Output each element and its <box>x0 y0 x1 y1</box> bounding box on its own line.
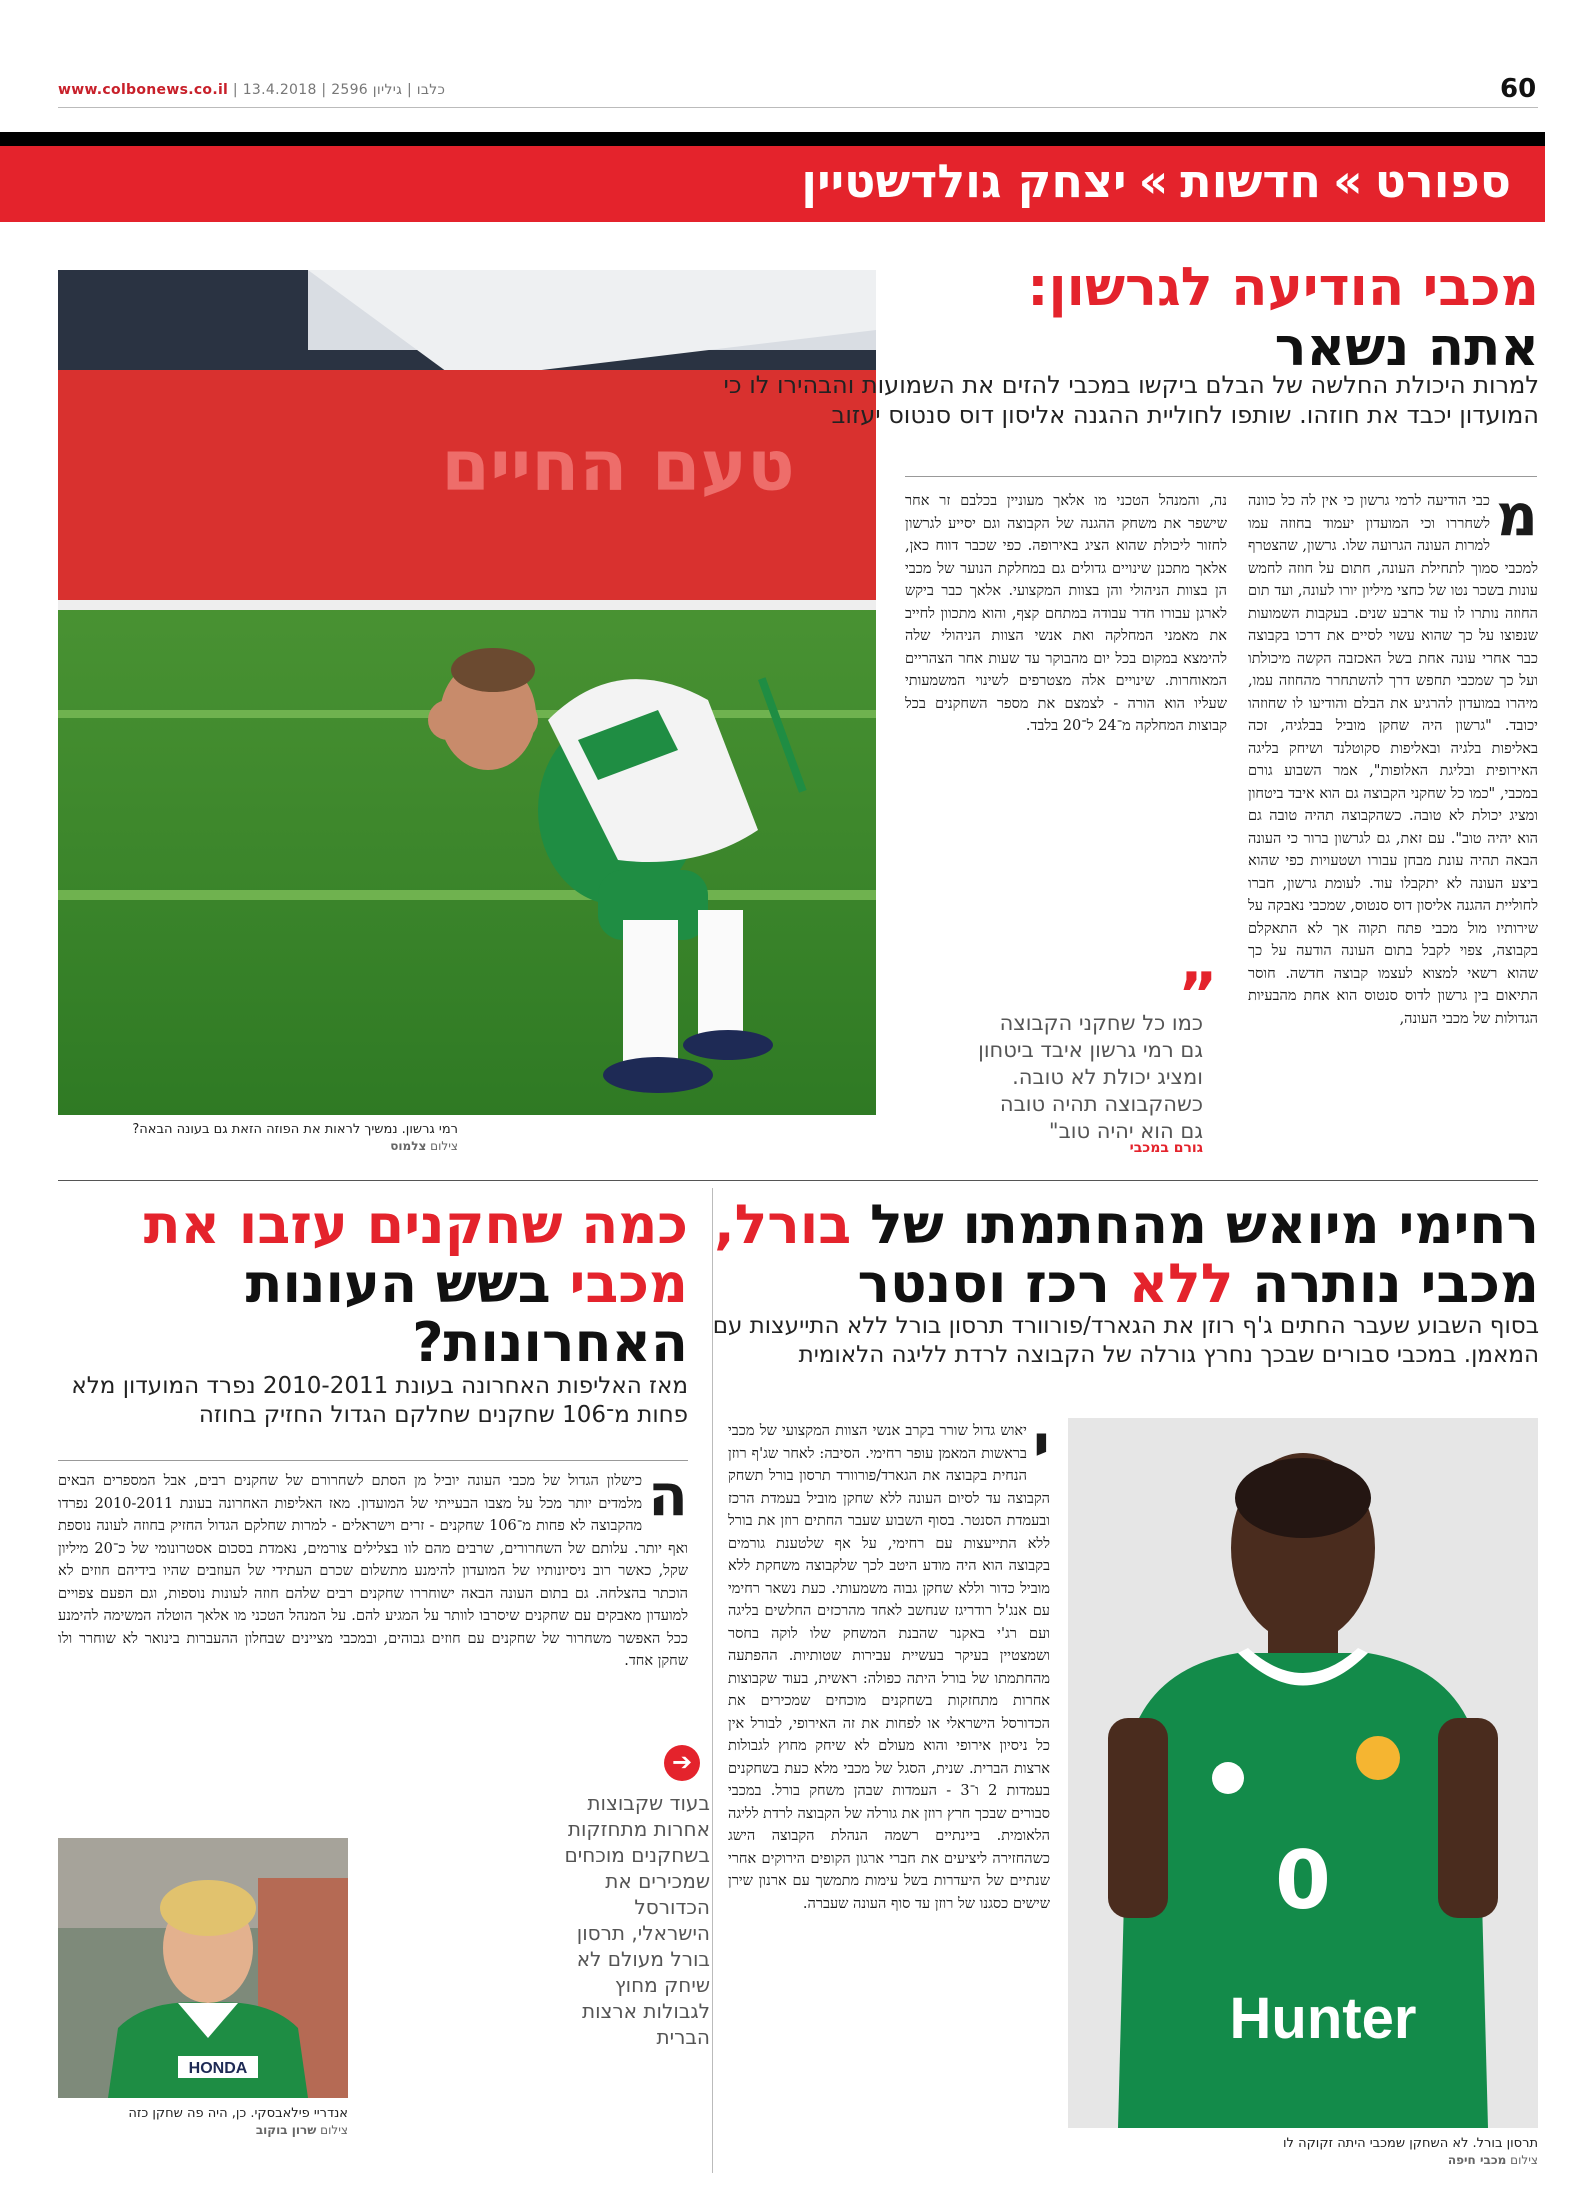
credit-name: מכבי חיפה <box>1447 2153 1507 2167</box>
article3-body: כישלון הגדול של מכבי העונה יוביל מן הסתם לשחרורם של שחקנים רבים, אבל המספרים הבאים מלמדים יותר מכל על מצבו הבעייתי של המועדון. מאז האליפות האחרונה בעונת 2010-2011 נפרדו מהקבוצה לא פחות מ־106 שחקנים - זרים וישראלים - למרות שחלקם הגדול החזיק בחוזה לעונה נוספת ואף יותר. עלותם של השחרורים, שרבים מהם לוו בצלילים צורמים, נאמדת בסכום אסטרונומי של כ־20 מיליון שקל, כאשר רוב ניסיונותיו של המועדון להימנע מתשלום שכרם העתידי של העוזבים שהיו בידיהם חוזים לא הוכתר בהצלחה. גם בתום העונה הבאה ישוחררו שחקנים רבים שלהם חוזה לעונות נוספות, וגם הפעם צפויים למועדון מאבקים עם שחקנים שיסרבו לוותר על המגיע להם. על המנהל הטכני מו אלאך הוטלה המשימה להימנע ככל האפשר משחרור של שחקנים עם חוזים גבוהים, ובמכבי מציינים שבחלון ההעברות בינואר לא שוחרר ולו שחקן אחד. <box>58 1473 688 1669</box>
article1-column-left <box>905 490 1227 860</box>
credit-label: צילום <box>430 1139 458 1153</box>
pilavsky-photo-caption <box>58 2106 348 2138</box>
credit-label: צילום <box>1510 2153 1538 2167</box>
dropcap: מ <box>1496 490 1538 549</box>
row-divider <box>58 1180 1538 1181</box>
section-news: חדשות <box>1180 154 1322 208</box>
article1-body-right: כבי הודיעה לרמי גרשון כי אין לה כל כוונה לשחררו וכי המועדון יעמוד בחוזה עמו למרות העונה הגרועה שלו. גרשון, שהצטרף למכבי סמוך לתחילת העונה, חתום על חוזה לחמש עונות בשכר נטו של כחצי מיליון יורו לעונה, ועד תום החוזה נותרו לו עוד ארבע שנים. בעקבות השמועות שנפוצו על כך שהוא עשוי לסיים את דרכו בקבוצה כבר אחרי עונה אחת בשל האכזבה הקשה מיכולתו ועל כך שמכבי תחפש דרך להשתחרר מהחוזה עמו, מיהרו במועדון להרגיע את הבלם והודיעו לו שחוזהו יכובד. "גרשון היה שחקן מוביל בבלגיה, זכה באליפות בלגיה ובאליפות סקוטלנד ושיחק בליגה האירופית ובליגת האלופות", אמר השבוע גורם במכבי, "כמו כל שחקני הקבוצה גם הוא איבד ביטחון ומציג יכולת לא טובה. כשהקבוצה תהיה טובה גם הוא יהיה טוב". עם זאת, גם לגרשון ברור כי העונה הבאה תהיה עונת מבחן עבורו ושטעויות כפי שהוא ביצע העונה לא יתקבלו עוד. לעומת גרשון, חברו לחוליית ההגנה אליסון דוס סנטוס, שמכבי נאבקה על שירותיו מול מכבי פתח תקוה אך לא התאקלם בקבוצה, צפוי לקבל בתום העונה הודעה על כך שהוא רשאי למצוא לעצמו קבוצה חדשה. חוסר התיאום בין גרשון לדוס סנטוס הוא אחת מהבעיות הגדולות של מכבי העונה, <box>1248 493 1538 1027</box>
article3-headline <box>58 1195 688 1372</box>
article1-headline <box>719 258 1539 378</box>
jersey-sponsor: Hunter <box>1229 1986 1417 2051</box>
article2-body: יאוש גדול שורר בקרב אנשי הצוות המקצועי של מכבי בראשות המאמן עופר רחימי. הסיבה: לאחר שג'ף רוזן הנחית בקבוצה את הגארד/פורוורד תרסון בורל תשחק הקבוצה עד לסיום העונה ללא שחקן מוביל בעמדת הרכז ובעמדת הסנטר. בסוף השבוע שעבר החתים רוזן את בורל ללא התייעצות עם רחימי, על אף שלטענת גורמים בקבוצה הוא היה מודע היטב לכך שלקבוצה משחקת ללא מוביל כדור וללא שחקן גבוה משמעותי. כעת נשאר רחימי עם אנג'ל רודריגז שנחשב לאחד מהרכזים החלשים בליגה ועם רג'י באקנר שהבנת המשחק שלו לוקה בחסר ושמצטיין בעיקר בעשיית עבירות שטותיות. ההפתעה מהחתמתו של בורל היתה כפולה: ראשית, בעוד שקבוצות אחרות מתחזקות בשחקנים מוכחים שמכירים את הכדורסל הישראלי או לפחות את זה האירופי, לבורל אין כל ניסיון אירופי והוא מעולם לא שיחק מחוץ לגבולות ארצות הברית. שנית, הסגל של מכבי מלא כעת בשחקנים בעמדות 2 ו־3 - העמדות שבהן משחק בורל. במכבי סבורים שבכך חרץ רוזן את גורלה של הקבוצה לרדת לליגה הלאומית. ביינתיים רשמה הנהלת הקבוצה הישג כשהחזירה ליציעים את חברי ארגון הקופים הירוקים אחרי שנתיים של היעדרות בשל עימות מתמשך עם ארנון שירן שישים כסגנו של רוזן עד סוף העונה שעברה. <box>728 1423 1050 1912</box>
caption-text: רמי גרשון. נמשיך לראות את הפוזה הזאת גם בעונה הבאה? <box>132 1122 458 1137</box>
credit-label: צילום <box>320 2123 348 2137</box>
jersey-number: 0 <box>1275 1834 1331 1927</box>
breadcrumb-arrow-icon: » <box>1138 154 1169 208</box>
article3-column <box>58 1470 688 1822</box>
section-sport: ספורט <box>1374 154 1511 208</box>
article2-headline <box>669 1195 1539 1313</box>
page-number: 60 <box>1500 74 1537 104</box>
pilavsky-photo <box>58 1838 348 2098</box>
article2-subheadline: בסוף השבוע שעבר החתים ג'ף רוזן את הגארד/פורוורד תרסון בורל ללא התייעצות עם המאמן. במכבי סבורים שבכך נחרץ גורלה של הקבוצה לרדת לליגה הלאומית <box>712 1313 1539 1368</box>
headline-part: בשש העונות האחרונות? <box>245 1252 688 1374</box>
site-url[interactable]: www.colbonews.co.il <box>58 82 229 98</box>
section-bar-top <box>0 132 1545 146</box>
dropcap: י <box>1032 1420 1050 1479</box>
article2-pull-quote: בעוד שקבוצות אחרות מתחזקות בשחקנים מוכחים שמכירים את הכדורסל הישראלי, תרסון בורל מעולם לא שיחק מחוץ לגבולות ארצות הברית <box>564 1791 710 2049</box>
top-rule <box>58 107 1538 108</box>
article1-pull-quote: כמו כל שחקני הקבוצה גם רמי גרשון איבד ביטחון ומציג יכולת לא טובה. כשהקבוצה תהיה טובה גם הוא יהיה טוב" <box>978 1011 1203 1143</box>
article1-headline-line1: מכבי הודיעה לגרשון: <box>1027 257 1539 318</box>
burrell-photo <box>1068 1418 1538 2128</box>
headline-part: רחימי מיואש מהחתמתו של <box>851 1193 1539 1256</box>
article2-column <box>728 1420 1050 2175</box>
headline-part: מכבי נותרה <box>1233 1252 1539 1315</box>
gershon-photo-caption <box>58 1122 458 1154</box>
issue-meta: | כלבו | גיליון 2596 | 13.4.2018 <box>228 82 446 98</box>
quote-icon: ” <box>1178 960 1218 1030</box>
divider <box>905 476 1537 477</box>
article1-headline-line2: אתה נשאר <box>1274 317 1539 378</box>
svg-text:טעם החיים: טעם החיים <box>441 425 795 507</box>
credit-name: שרון בוקוב <box>255 2123 317 2137</box>
breadcrumb-arrow-icon: » <box>1333 154 1363 208</box>
headline-part: כמה שחקנים עזבו את <box>143 1193 688 1256</box>
arrow-left-icon: ➔ <box>664 1745 700 1781</box>
caption-text: תרסון בורל. לא השחקן שמכבי היתה זקוקה לו <box>1283 2136 1538 2151</box>
article1-subheadline: למרות היכולת החלשה של הבלם ביקשו במכבי להזים את השמועות והבהירו לו כי המועדון יכבד את חוזהו. שותפו לחוליית ההגנה אליסון דוס סנטוס יעזוב <box>723 371 1539 429</box>
article1-column-right <box>1248 490 1538 1168</box>
credit-name: צלמוס <box>390 1139 427 1153</box>
section-banner <box>0 146 1545 222</box>
headline-red-part: ללא <box>1128 1252 1234 1315</box>
headline-part: רכז וסנטר <box>857 1252 1129 1315</box>
dropcap: ה <box>648 1470 688 1529</box>
masthead-line <box>58 82 445 98</box>
headline-red-part: בורל, <box>714 1193 852 1256</box>
article1-body-left: נה, והמנהל הטכני מו אלאך מעוניין בכלבם זר אחר שישפר את משחק ההגנה של הקבוצה וגם יסייע לגרשון לחזור ליכולת שהוא הציג באירופה. כפי שכבר דווח כאן, אלאך מתכנן שינויים גדולים גם במחלקת הנוער של מכבי הן בצוות הניהולי והן בצוות המקצועי. אלאך כבר ביקש לארגן עבורו חדר עבודה במתחם קצף, והוא מתכוון לחייב את מאמני המחלקה ואת אנשי הצוות הניהולי שלה להימצא במקום בכל יום מהבוקר עד שעות אחר הצהריים המאוחרות. שינויים אלה מצטרפים לשינוי המשמעותי שעליו הוא הורה - לצמצם את מספר השחקנים בכל קבוצות המחלקה מ־24 ל־20 בלבד. <box>905 493 1227 734</box>
headline-red-part: מכבי <box>569 1252 688 1315</box>
article1-pull-source: גורם במכבי <box>1129 1140 1203 1156</box>
burrell-photo-caption <box>1068 2136 1538 2168</box>
article3-subheadline: מאז האליפות האחרונה בעונת 2010-2011 נפרד המועדון מלא פחות מ־106 שחקנים שחלקם הגדול החזיק בחוזה <box>71 1373 688 1428</box>
caption-text: אנדריי פילאבסקי. כן, היה פה שחקן כזה <box>128 2106 348 2121</box>
section-author: יצחק גולדשטיין <box>801 154 1127 208</box>
divider <box>58 1460 688 1461</box>
shirt-text: HONDA <box>188 2060 248 2077</box>
